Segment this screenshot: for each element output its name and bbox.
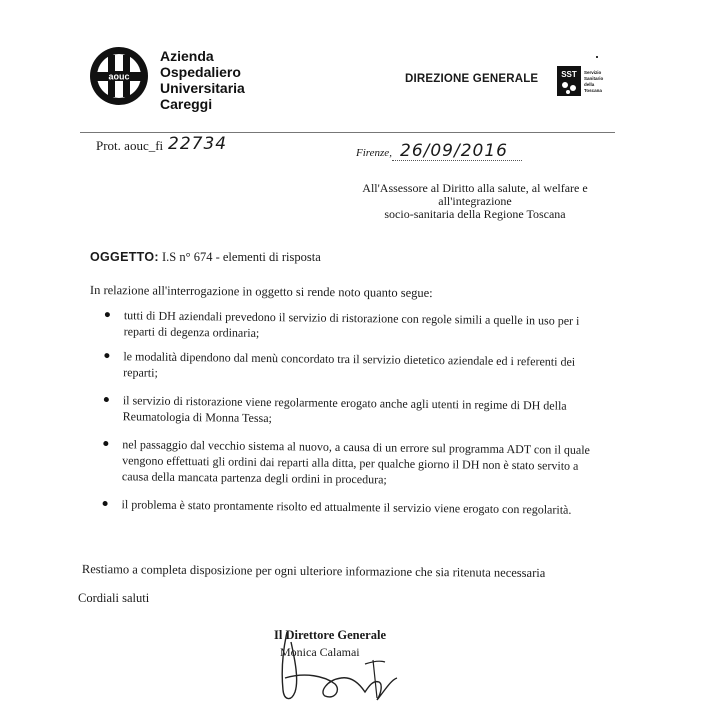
place-label: Firenze, — [356, 147, 392, 159]
org-name — [160, 48, 245, 112]
list-item — [101, 348, 601, 386]
points-list — [99, 307, 602, 530]
sst-caption: Servizio — [584, 70, 602, 75]
list-item-text: il servizio di ristorazione viene regolarmente erogato anche agli utenti in regime di DH della Reumatologia di Monna Tessa; — [122, 393, 567, 426]
logo-label: aouc — [108, 71, 130, 82]
list-item — [101, 392, 601, 430]
list-item — [102, 307, 602, 345]
list-item — [100, 436, 601, 490]
list-item-text: nel passaggio dal vecchio sistema al nuovo, a causa di un errore sul programma ADT con il quale vengono effettuati gli ordini dai reparti alla ditta, per qualche giorno il DH non è stato servito a causa della mancata partenza degli ordini in procedura; — [121, 437, 591, 487]
subject-text: I.S n° 674 - elementi di risposta — [161, 250, 321, 264]
department-title: DIREZIONE GENERALE — [405, 73, 539, 85]
recipient-line: socio-sanitaria della Regione Toscana — [384, 207, 566, 221]
bullet-icon — [104, 353, 109, 358]
letter-date: 26/09/2016 — [400, 141, 508, 161]
bullet-icon — [103, 501, 108, 506]
bullet-icon — [104, 397, 109, 402]
signatory-title: Il Direttore Generale — [274, 628, 386, 642]
list-item-text: le modalità dipendono dal menù concordato tra il servizio dietetico aziendale ed i referenti dei reparti; — [123, 349, 576, 380]
intro-paragraph: In relazione all'interrogazione in oggetto si rende noto quanto segue: — [89, 283, 433, 300]
bullet-icon — [103, 441, 108, 446]
bullet-icon — [105, 312, 110, 317]
speck — [596, 56, 598, 58]
list-item-text: il problema è stato prontamente risolto ed attualmente il servizio viene erogato con regolarità. — [121, 497, 572, 517]
sst-label: SST — [561, 70, 577, 79]
date-dotted-line — [392, 160, 522, 161]
subject-label: OGGETTO: — [90, 250, 159, 264]
handwritten-signature-icon — [265, 620, 415, 712]
aouc-logo-icon — [88, 45, 150, 107]
greeting: Cordiali saluti — [78, 591, 150, 605]
sst-caption: Toscana — [584, 88, 602, 93]
org-name-line: Azienda — [160, 48, 214, 64]
closing-paragraph: Restiamo a completa disposizione per ogni ulteriore informazione che sia ritenuta necessaria — [81, 562, 546, 581]
list-item — [99, 496, 599, 518]
recipient-block — [330, 182, 620, 221]
header-divider — [80, 132, 615, 133]
sst-caption: della — [584, 82, 595, 87]
org-name-line: Universitaria — [160, 80, 245, 96]
subject-line — [90, 250, 321, 265]
signatory-name: Monica Calamai — [280, 645, 360, 659]
sst-logo-icon — [557, 63, 607, 99]
org-name-line: Careggi — [160, 96, 213, 112]
protocol-label: Prot. aouc_fi — [96, 138, 164, 153]
sst-caption: Sanitario — [584, 76, 604, 81]
recipient-line: All'Assessore al Diritto alla salute, al welfare e all'integrazione — [362, 181, 588, 208]
protocol-number: 22734 — [168, 134, 228, 154]
list-item-text: tutti di DH aziendali prevedono il servizio di ristorazione con regole simili a quelle in uso per i reparti di degenza ordinaria; — [123, 308, 580, 340]
org-name-line: Ospedaliero — [160, 64, 241, 80]
